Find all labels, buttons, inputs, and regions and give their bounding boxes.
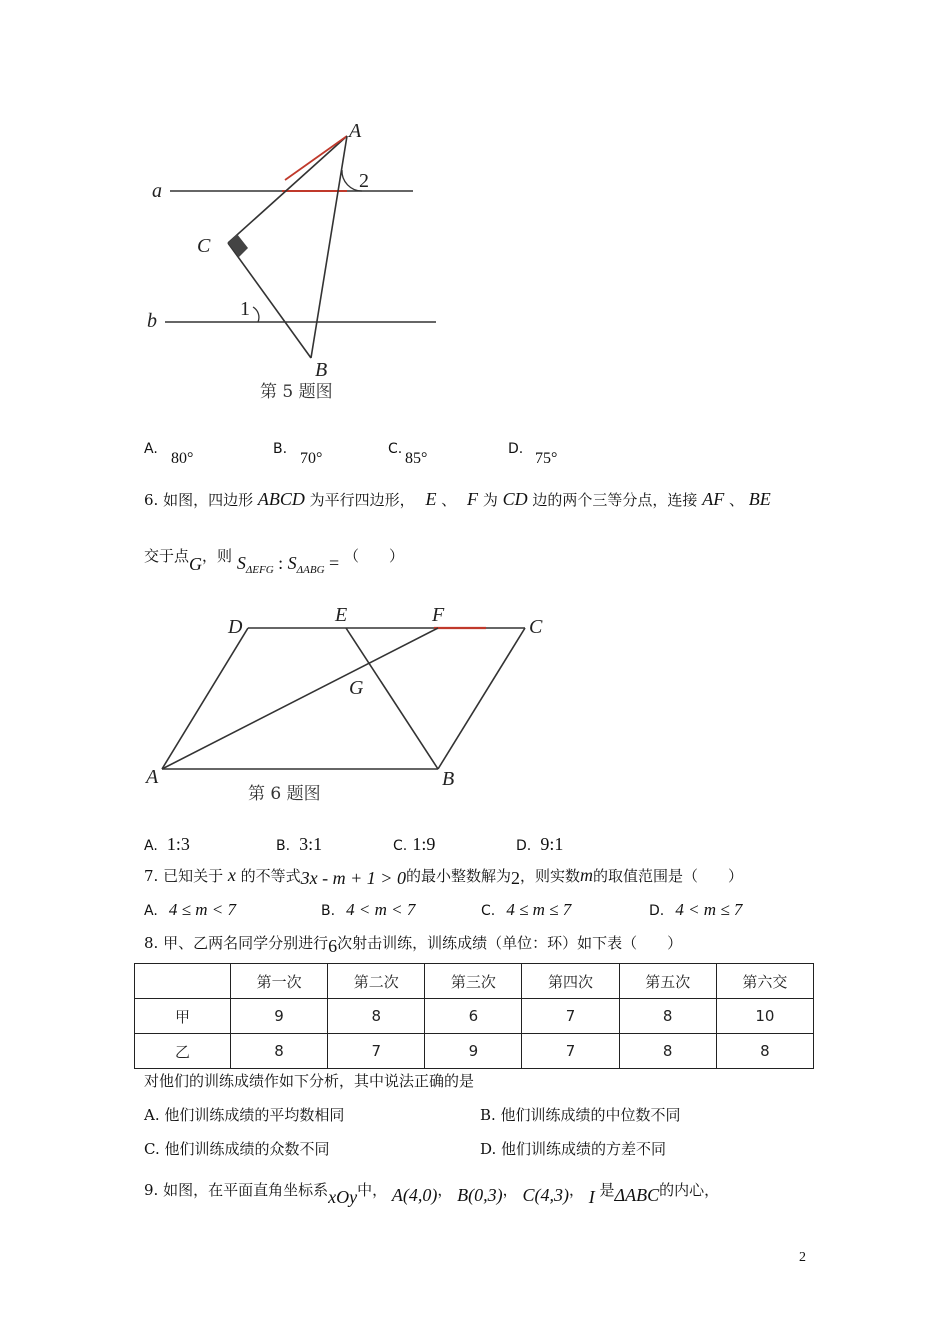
q6-math-s: S <box>287 553 297 573</box>
q9-math-triangle-abc: ΔABC <box>614 1185 660 1205</box>
table-row-label: 甲 <box>135 999 231 1034</box>
q6-math-colon: : <box>273 553 288 573</box>
table-cell: 8 <box>619 999 716 1034</box>
q7-text: 的最小整数解为 <box>405 867 511 885</box>
q6-option-d-value: 9:1 <box>540 834 564 854</box>
q7-option-d <box>649 900 742 920</box>
q6-math-af: AF <box>702 489 725 509</box>
q7-option-d-value: 4 < m ≤ 7 <box>675 900 743 919</box>
q7-option-b <box>321 900 415 920</box>
q6-math-equals: = <box>324 553 340 573</box>
label-F: F <box>432 604 445 626</box>
q9-text: 9. 如图，在平面直角坐标系 <box>144 1181 329 1199</box>
q6-math-abcd: ABCD <box>257 489 305 509</box>
q9-math-i: I <box>588 1187 595 1207</box>
label-a: a <box>152 180 162 202</box>
label-C: C <box>529 616 543 638</box>
q9-math-point-c: C(4,3) <box>522 1185 569 1205</box>
q6-math-g: G <box>189 554 203 574</box>
q5-option-d <box>508 438 558 467</box>
q5-option-d-letter: D. <box>508 441 524 457</box>
q7-option-a <box>144 900 236 920</box>
table-cell: 8 <box>328 999 425 1034</box>
q8-math-six: 6 <box>328 936 338 956</box>
q6-option-c <box>393 834 435 855</box>
page-number: 2 <box>799 1250 806 1265</box>
label-B: B <box>315 359 328 381</box>
q9-text: ， <box>502 1181 518 1199</box>
q7-option-b-value: 4 < m < 7 <box>346 900 416 919</box>
q9-text: 中， <box>357 1181 388 1199</box>
q5-option-a <box>144 438 194 467</box>
q6-option-c-letter: C. <box>393 838 408 854</box>
q9-text: 是 <box>599 1181 615 1199</box>
table-cell: 9 <box>231 999 328 1034</box>
q6-answer-paren: （ ） <box>343 547 404 565</box>
q7-option-c-value: 4 ≤ m ≤ 7 <box>506 900 572 919</box>
table-cell: 8 <box>716 1034 813 1069</box>
q5-option-c-value: 85° <box>405 450 428 467</box>
q9-text: 的内心， <box>659 1181 720 1199</box>
table-cell: 7 <box>522 999 619 1034</box>
q6-math-s: S <box>236 553 246 573</box>
q8-option-c: C. 他们训练成绩的众数不同 <box>144 1140 330 1158</box>
label-2: 2 <box>359 170 369 192</box>
q5-option-b <box>273 438 323 467</box>
q6-text: 边的两个三等分点，连接 <box>532 491 698 509</box>
q8-option-b: B. 他们训练成绩的中位数不同 <box>480 1106 681 1124</box>
q6-math-be: BE <box>748 489 771 509</box>
table-header-cell: 第一次 <box>231 964 328 999</box>
q6-stem-line1 <box>144 490 771 508</box>
q7-stem <box>144 865 743 888</box>
q6-option-a <box>144 834 190 855</box>
side-AC <box>228 136 347 243</box>
q8-analysis: 对他们的训练成绩作如下分析，其中说法正确的是 <box>144 1072 475 1090</box>
label-A: A <box>146 766 159 788</box>
q6-option-d <box>516 834 563 855</box>
figure-6-caption: 第 6 题图 <box>248 784 321 804</box>
figure-5-caption: 第 5 题图 <box>260 382 333 402</box>
table-cell: 9 <box>425 1034 522 1069</box>
label-B: B <box>442 768 455 790</box>
table-row <box>135 1034 814 1069</box>
side-AC-highlight <box>285 136 347 180</box>
q7-option-a-value: 4 ≤ m < 7 <box>168 900 236 919</box>
q7-math-x: x <box>227 865 236 885</box>
q7-option-c-letter: C. <box>481 903 496 919</box>
q6-option-b-letter: B. <box>276 838 291 854</box>
table-row <box>135 999 814 1034</box>
side-AB <box>311 136 347 358</box>
q9-stem <box>144 1180 720 1207</box>
q9-math-xoy: xOy <box>328 1187 358 1207</box>
q6-option-b-value: 3:1 <box>299 834 323 854</box>
q7-option-d-letter: D. <box>649 903 665 919</box>
table-row-label: 乙 <box>135 1034 231 1069</box>
q6-text: 为 <box>482 491 498 509</box>
table-cell: 8 <box>231 1034 328 1069</box>
side-CB <box>438 628 525 769</box>
q7-option-c <box>481 900 571 920</box>
table-header-cell: 第五次 <box>619 964 716 999</box>
q6-option-a-letter: A. <box>144 838 158 854</box>
q5-option-c-letter: C. <box>388 441 403 457</box>
table-header-cell: 第三次 <box>425 964 522 999</box>
table-header-cell: 第四次 <box>522 964 619 999</box>
table-cell: 7 <box>522 1034 619 1069</box>
q7-text: 的不等式 <box>240 867 301 885</box>
q7-option-a-letter: A. <box>144 903 158 919</box>
table-header-cell: 第二次 <box>328 964 425 999</box>
q6-option-a-value: 1:3 <box>166 834 190 854</box>
figure-6 <box>138 597 558 807</box>
q7-option-b-letter: B. <box>321 903 336 919</box>
q6-text: ，则 <box>202 547 233 565</box>
table-header-row <box>135 964 814 999</box>
q6-math-sub-abg: ΔABG <box>296 564 325 576</box>
q8-stem <box>144 933 683 956</box>
q8-score-table <box>134 963 814 1069</box>
figure-5 <box>130 115 450 415</box>
q7-math-inequality: 3x - m + 1 > 0 <box>300 868 406 888</box>
q9-math-point-b: B(0,3) <box>457 1185 503 1205</box>
q6-option-d-letter: D. <box>516 838 532 854</box>
right-angle-mark <box>228 234 248 257</box>
q5-option-c <box>388 438 428 467</box>
table-header-cell <box>135 964 231 999</box>
q5-option-d-value: 75° <box>535 450 558 467</box>
label-D: D <box>228 616 243 638</box>
q6-text: 6. 如图，四边形 <box>144 491 254 509</box>
q6-text: 为平行四边形， <box>309 491 415 509</box>
label-C: C <box>197 235 211 257</box>
q8-text: 8. 甲、乙两名同学分别进行 <box>144 934 329 952</box>
q6-text: 交于点 <box>144 547 190 565</box>
q5-option-b-value: 70° <box>300 450 323 467</box>
q6-text: 、 <box>441 491 457 509</box>
table-cell: 6 <box>425 999 522 1034</box>
q6-text: 、 <box>728 491 744 509</box>
q8-option-d: D. 他们训练成绩的方差不同 <box>480 1140 667 1158</box>
label-G: G <box>349 677 364 699</box>
label-b: b <box>147 310 157 332</box>
angle-1-arc <box>253 307 259 322</box>
q9-text: ， <box>568 1181 584 1199</box>
q5-option-a-letter: A. <box>144 441 158 457</box>
q6-math-f: F <box>467 489 479 509</box>
q7-math-m: m <box>579 865 593 885</box>
q6-option-c-value: 1:9 <box>412 834 436 854</box>
q9-text: ， <box>437 1181 453 1199</box>
q9-math-point-a: A(4,0) <box>391 1185 438 1205</box>
q5-option-a-value: 80° <box>171 450 194 467</box>
q8-option-a: A. 他们训练成绩的平均数相同 <box>144 1106 345 1124</box>
q7-text: ，则实数 <box>519 867 580 885</box>
q6-math-sub-efg: ΔEFG <box>245 564 274 576</box>
table-cell: 7 <box>328 1034 425 1069</box>
q5-option-b-letter: B. <box>273 441 288 457</box>
q7-text: 7. 已知关于 <box>144 867 224 885</box>
segment-AF <box>162 628 438 769</box>
label-A: A <box>349 120 362 142</box>
label-1: 1 <box>240 298 250 320</box>
q7-text: 的取值范围是（ ） <box>592 867 743 885</box>
q8-text: 次射击训练，训练成绩（单位：环）如下表（ ） <box>337 934 683 952</box>
table-header-cell: 第六交 <box>716 964 813 999</box>
q6-math-e: E <box>425 489 437 509</box>
q7-math-two: 2 <box>510 868 520 888</box>
q6-math-cd: CD <box>502 489 528 509</box>
table-cell: 10 <box>716 999 813 1034</box>
q6-option-b <box>276 834 322 855</box>
label-E: E <box>335 604 348 626</box>
table-cell: 8 <box>619 1034 716 1069</box>
